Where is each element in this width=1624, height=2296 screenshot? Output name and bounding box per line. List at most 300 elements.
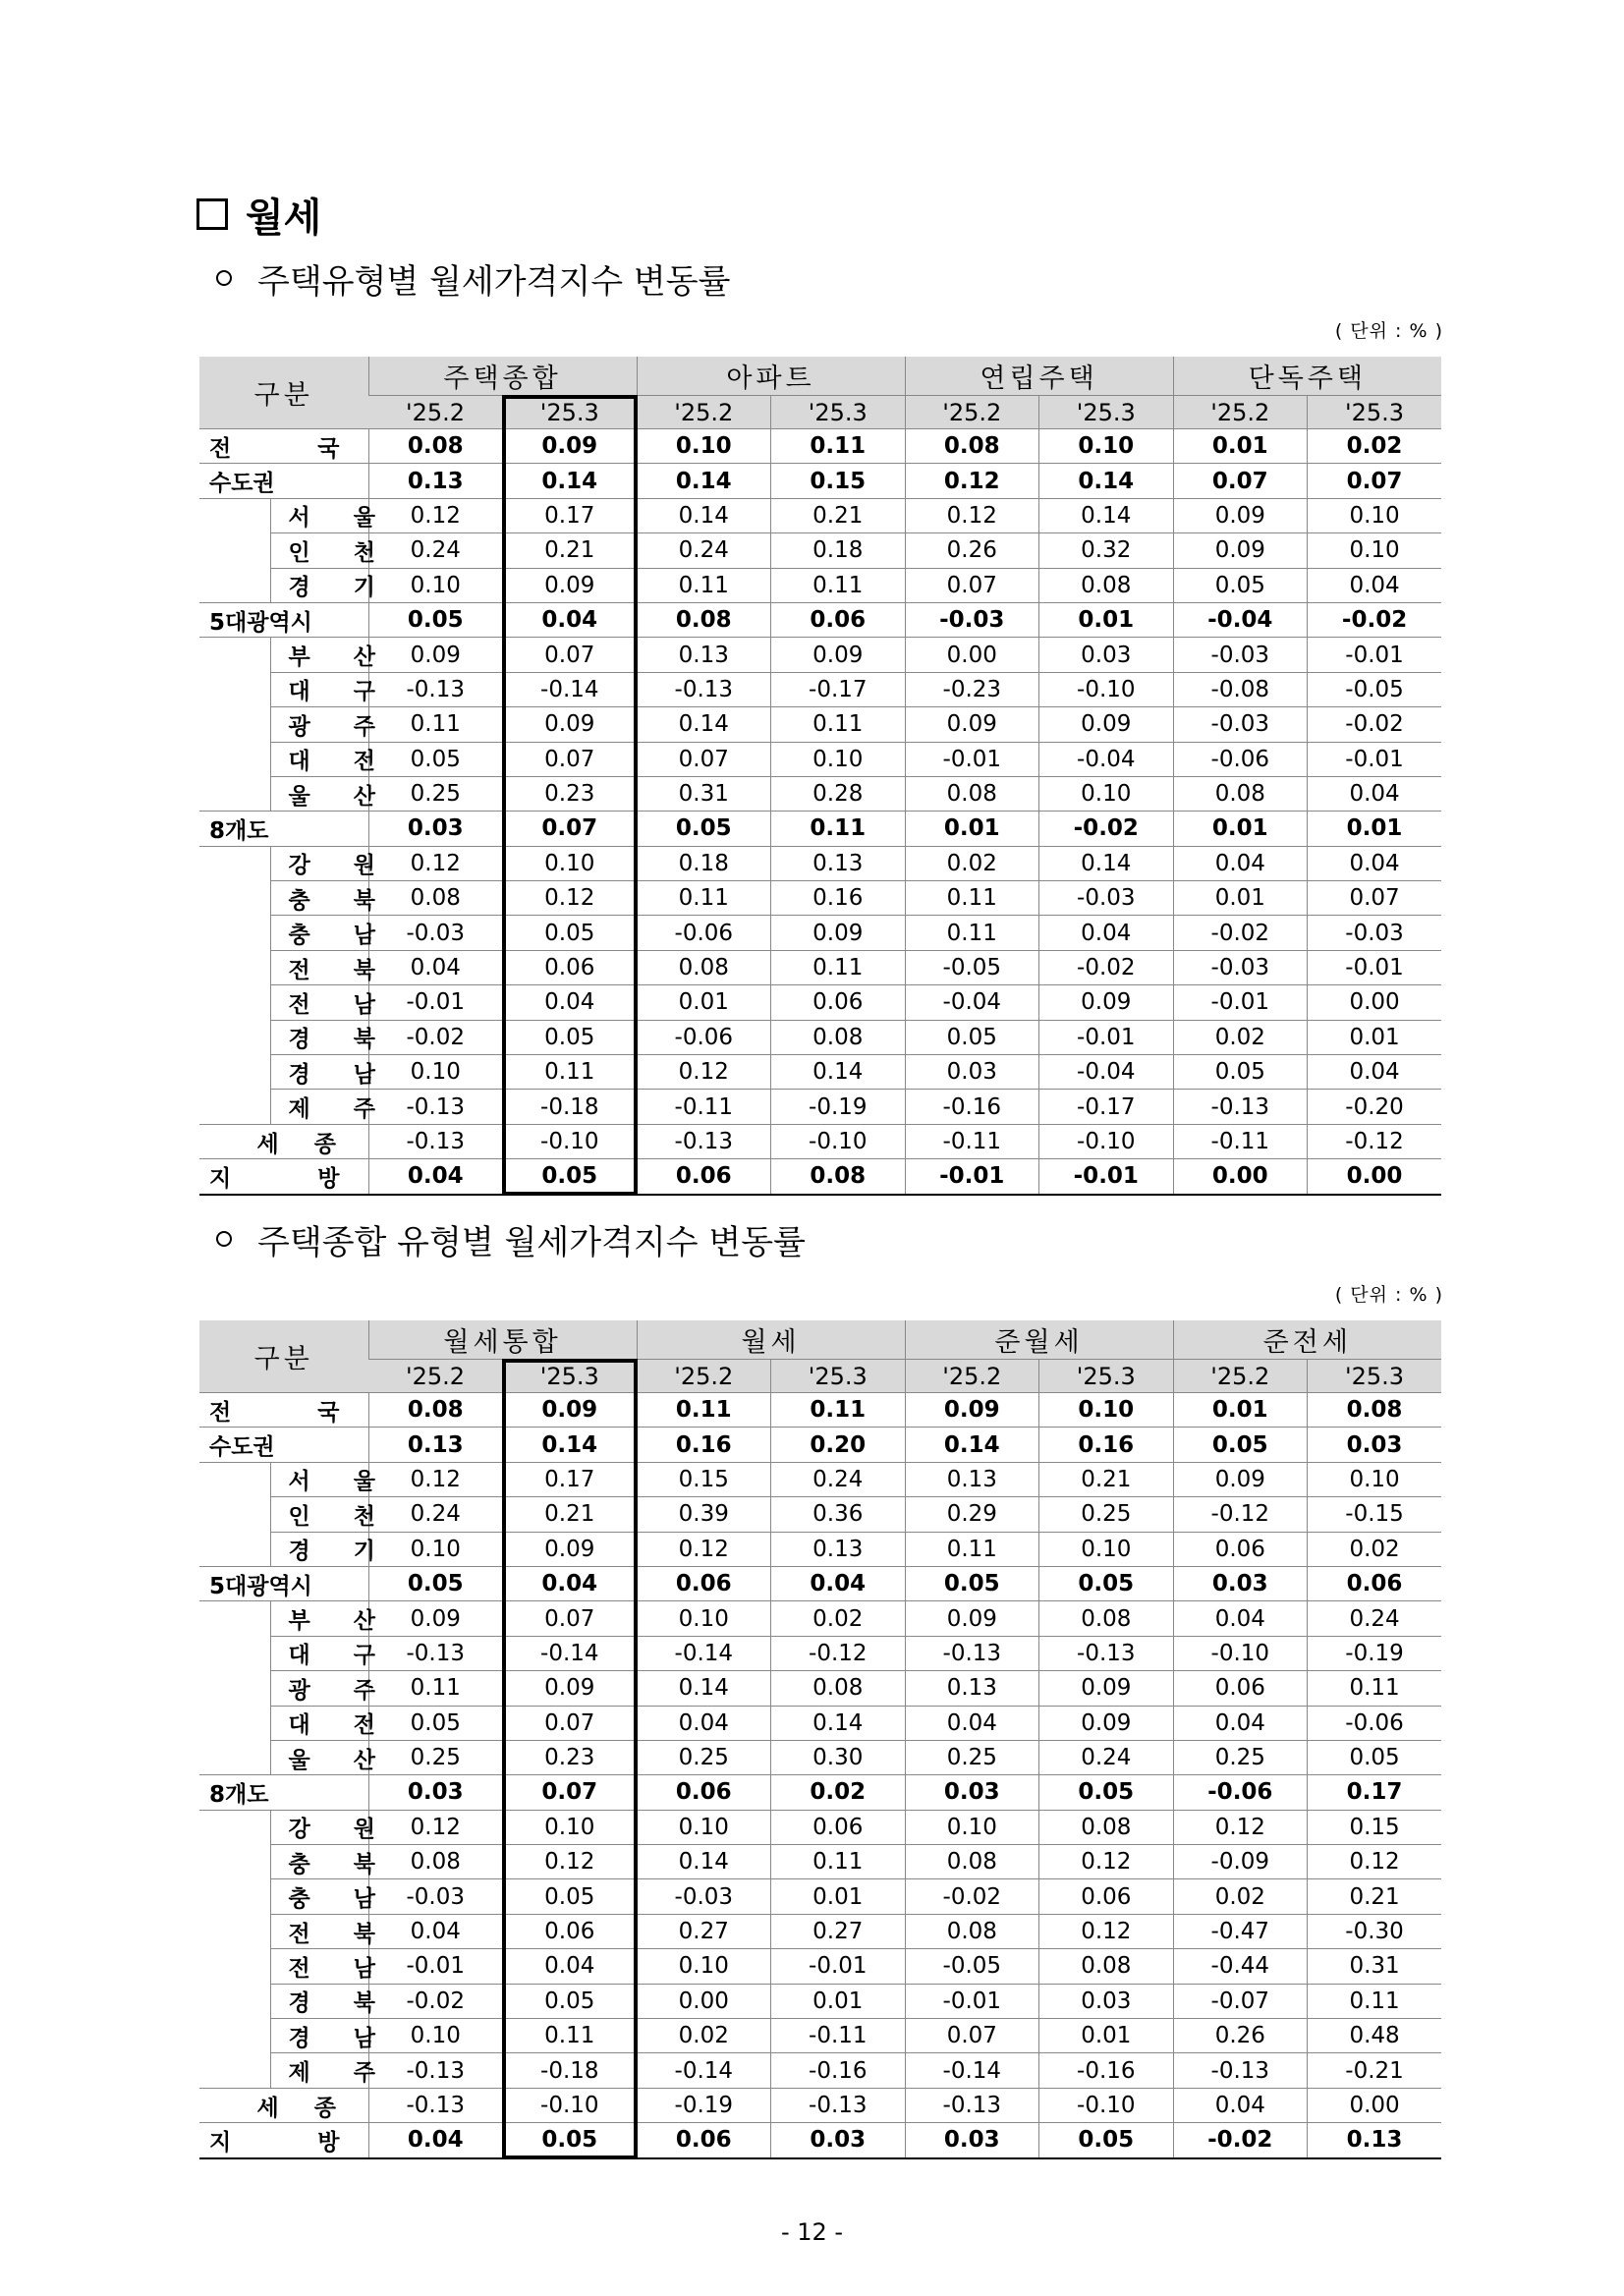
table-row [199,812,1441,846]
value-cell: 0.03 [905,1775,1039,1810]
table-row [199,1124,1441,1158]
value-cell: -0.12 [771,1636,906,1670]
value-cell: 0.04 [503,1949,638,1984]
header-group: 아파트 [637,357,905,396]
table-row [199,1393,1441,1428]
row-label: 전 남 [270,1949,368,1984]
value-cell: 0.11 [905,881,1039,916]
value-cell: -0.07 [1173,1984,1308,2018]
value-cell: -0.01 [368,985,503,1020]
table-row [199,1775,1441,1810]
value-cell: -0.11 [905,1124,1039,1158]
value-cell: 0.08 [905,776,1039,811]
header-period: '25.3 [771,1360,906,1393]
value-cell: 0.05 [1308,1740,1442,1774]
value-cell: 0.06 [771,985,906,1020]
header-period: '25.3 [771,396,906,429]
indent-cell [199,533,270,568]
value-cell: 0.07 [1308,881,1442,916]
value-cell: 0.07 [503,742,638,776]
value-cell: -0.02 [1308,707,1442,742]
value-cell: 0.01 [1173,812,1308,846]
value-cell: 0.36 [771,1497,906,1532]
header-period: '25.2 [368,396,503,429]
value-cell: 0.13 [905,1671,1039,1706]
value-cell: -0.14 [905,2053,1039,2088]
table-row [199,2019,1441,2053]
indent-cell [199,776,270,811]
row-label: 대 전 [270,742,368,776]
value-cell: 0.03 [771,2123,906,2158]
table-row [199,985,1441,1020]
value-cell: 0.03 [1039,1984,1174,2018]
value-cell: 0.12 [637,1055,771,1090]
value-cell: 0.14 [637,1845,771,1879]
value-cell: -0.01 [905,1984,1039,2018]
value-cell: 0.08 [1039,1949,1174,1984]
table2-unit: ( 단위 : % ) [1334,1284,1443,1306]
value-cell: 0.13 [1308,2123,1442,2158]
table-row [199,1810,1441,1844]
value-cell: 0.05 [1173,568,1308,602]
table-row [199,1636,1441,1670]
table1-unit: ( 단위 : % ) [1334,320,1443,342]
table2-subtitle-text: 주택종합 유형별 월세가격지수 변동률 [257,1222,806,1262]
value-cell: -0.10 [1039,1124,1174,1158]
value-cell: -0.10 [503,1124,638,1158]
value-cell: 0.25 [1173,1740,1308,1774]
value-cell: 0.05 [1173,1055,1308,1090]
table-row [199,1159,1441,1195]
value-cell: 0.05 [503,916,638,950]
table-row [199,950,1441,984]
indent-cell [199,950,270,984]
value-cell: 0.17 [1308,1775,1442,1810]
indent-cell [199,1740,270,1774]
value-cell: 0.09 [503,1532,638,1566]
value-cell: 0.21 [1308,1879,1442,1914]
row-label: 강 원 [270,846,368,880]
indent-cell [199,707,270,742]
table-row [199,1740,1441,1774]
value-cell: -0.02 [368,1984,503,2018]
value-cell: -0.02 [1173,2123,1308,2158]
value-cell: 0.23 [503,776,638,811]
value-cell: 0.03 [905,1055,1039,1090]
value-cell: 0.02 [771,1601,906,1636]
table2-subtitle [216,1214,806,1263]
value-cell: -0.19 [771,1090,906,1124]
row-label: 인 천 [270,1497,368,1532]
table-row [199,1020,1441,1054]
circle-bullet-icon [216,270,232,286]
table-row [199,846,1441,880]
value-cell: 0.10 [1039,1393,1174,1428]
value-cell: -0.14 [503,1636,638,1670]
value-cell: 0.07 [1308,464,1442,498]
header-period: '25.3 [1039,1360,1174,1393]
value-cell: 0.10 [1308,533,1442,568]
value-cell: -0.13 [368,1124,503,1158]
value-cell: 0.12 [905,498,1039,532]
value-cell: 0.07 [503,1775,638,1810]
row-label: 수도권 [199,1428,368,1462]
value-cell: 0.11 [905,1532,1039,1566]
value-cell: 0.10 [637,1949,771,1984]
value-cell: 0.26 [905,533,1039,568]
value-cell: 0.10 [368,1055,503,1090]
value-cell: -0.03 [1173,707,1308,742]
value-cell: 0.05 [503,1879,638,1914]
value-cell: -0.01 [905,1159,1039,1195]
value-cell: -0.15 [1308,1497,1442,1532]
value-cell: 0.11 [637,881,771,916]
value-cell: 0.05 [368,1706,503,1740]
value-cell: 0.12 [368,1462,503,1496]
table-row [199,1090,1441,1124]
value-cell: 0.10 [1039,1532,1174,1566]
header-group: 준전세 [1173,1320,1441,1360]
value-cell: 0.09 [905,707,1039,742]
indent-cell [199,916,270,950]
indent-cell [199,742,270,776]
value-cell: -0.02 [1039,950,1174,984]
value-cell: 0.14 [771,1055,906,1090]
value-cell: 0.07 [503,638,638,672]
value-cell: 0.09 [771,916,906,950]
row-label: 충 남 [270,1879,368,1914]
value-cell: 0.14 [771,1706,906,1740]
value-cell: 0.48 [1308,2019,1442,2053]
value-cell: 0.01 [905,812,1039,846]
indent-cell [199,2053,270,2088]
value-cell: -0.13 [905,1636,1039,1670]
value-cell: -0.13 [368,672,503,706]
table-row [199,464,1441,498]
row-label: 울 산 [270,1740,368,1774]
row-label: 광 주 [270,707,368,742]
value-cell: 0.09 [1039,1706,1174,1740]
indent-cell [199,985,270,1020]
value-cell: -0.03 [1039,881,1174,916]
indent-cell [199,1532,270,1566]
value-cell: 0.09 [503,1393,638,1428]
value-cell: -0.11 [1173,1124,1308,1158]
table-row [199,881,1441,916]
value-cell: -0.06 [637,916,771,950]
value-cell: 0.04 [905,1706,1039,1740]
value-cell: 0.11 [637,568,771,602]
value-cell: 0.24 [1039,1740,1174,1774]
value-cell: 0.05 [368,602,503,637]
table-row [199,707,1441,742]
value-cell: 0.10 [503,1810,638,1844]
value-cell: 0.08 [771,1671,906,1706]
value-cell: 0.10 [368,1532,503,1566]
value-cell: 0.09 [905,1393,1039,1428]
checkbox-square-icon [196,198,228,230]
value-cell: 0.18 [771,533,906,568]
value-cell: 0.11 [1308,1984,1442,2018]
value-cell: -0.13 [637,1124,771,1158]
indent-cell [199,881,270,916]
value-cell: 0.08 [905,429,1039,464]
row-label: 세 종 [199,2088,368,2122]
value-cell: 0.03 [368,1775,503,1810]
value-cell: 0.12 [503,881,638,916]
value-cell: 0.13 [368,1428,503,1462]
value-cell: 0.08 [905,1845,1039,1879]
value-cell: 0.04 [637,1706,771,1740]
value-cell: -0.30 [1308,1914,1442,1948]
value-cell: -0.01 [1039,1159,1174,1195]
indent-cell [199,1706,270,1740]
row-label: 지 방 [199,1159,368,1195]
table1-subtitle [216,253,730,303]
value-cell: 0.10 [1039,776,1174,811]
value-cell: 0.24 [368,1497,503,1532]
value-cell: 0.06 [1173,1671,1308,1706]
value-cell: -0.03 [368,1879,503,1914]
row-label: 충 북 [270,1845,368,1879]
value-cell: 0.14 [503,464,638,498]
value-cell: 0.12 [1039,1914,1174,1948]
value-cell: 0.10 [637,1601,771,1636]
value-cell: -0.19 [637,2088,771,2122]
value-cell: 0.00 [637,1984,771,2018]
table2 [199,1320,1441,2159]
value-cell: 0.08 [1173,776,1308,811]
value-cell: 0.23 [503,1740,638,1774]
row-label: 전 국 [199,1393,368,1428]
value-cell: 0.18 [637,846,771,880]
value-cell: 0.10 [771,742,906,776]
value-cell: 0.04 [1173,1601,1308,1636]
value-cell: -0.01 [368,1949,503,1984]
value-cell: 0.25 [1039,1497,1174,1532]
value-cell: -0.03 [905,602,1039,637]
value-cell: 0.09 [1173,498,1308,532]
value-cell: 0.11 [771,812,906,846]
table-row [199,1497,1441,1532]
value-cell: -0.06 [1173,1775,1308,1810]
value-cell: -0.16 [905,1090,1039,1124]
value-cell: 0.04 [1173,846,1308,880]
value-cell: 0.13 [637,638,771,672]
value-cell: 0.06 [503,1914,638,1948]
table-row [199,1601,1441,1636]
value-cell: -0.14 [503,672,638,706]
table-row [199,1532,1441,1566]
header-gubun: 구분 [199,357,368,429]
value-cell: 0.08 [637,602,771,637]
header-group: 주택종합 [368,357,637,396]
value-cell: 0.11 [368,1671,503,1706]
table1-subtitle-text: 주택유형별 월세가격지수 변동률 [257,261,731,302]
row-label: 대 구 [270,1636,368,1670]
value-cell: 0.04 [1308,776,1442,811]
value-cell: 0.05 [368,742,503,776]
value-cell: 0.21 [503,1497,638,1532]
value-cell: 0.05 [905,1566,1039,1600]
row-label: 경 남 [270,2019,368,2053]
value-cell: 0.06 [771,602,906,637]
value-cell: -0.12 [1308,1124,1442,1158]
value-cell: -0.01 [771,1949,906,1984]
value-cell: -0.09 [1173,1845,1308,1879]
value-cell: 0.08 [1308,1393,1442,1428]
value-cell: 0.09 [771,638,906,672]
header-period: '25.2 [637,1360,771,1393]
value-cell: 0.21 [1039,1462,1174,1496]
table-row [199,1706,1441,1740]
value-cell: 0.15 [771,464,906,498]
value-cell: -0.13 [771,2088,906,2122]
value-cell: 0.06 [771,1810,906,1844]
header-period: '25.2 [368,1360,503,1393]
value-cell: 0.28 [771,776,906,811]
indent-cell [199,498,270,532]
value-cell: 0.00 [1308,1159,1442,1195]
value-cell: 0.01 [771,1879,906,1914]
value-cell: 0.06 [503,950,638,984]
value-cell: 0.09 [503,429,638,464]
indent-cell [199,638,270,672]
value-cell: 0.05 [1173,1428,1308,1462]
value-cell: 0.01 [1173,881,1308,916]
row-label: 경 기 [270,1532,368,1566]
value-cell: 0.24 [637,533,771,568]
value-cell: -0.08 [1173,672,1308,706]
indent-cell [199,1810,270,1844]
row-label: 광 주 [270,1671,368,1706]
value-cell: -0.44 [1173,1949,1308,1984]
section-heading [196,185,321,244]
value-cell: 0.11 [368,707,503,742]
indent-cell [199,1497,270,1532]
value-cell: -0.01 [1308,950,1442,984]
value-cell: 0.21 [771,498,906,532]
value-cell: 0.10 [503,846,638,880]
value-cell: 0.12 [368,1810,503,1844]
value-cell: 0.13 [771,846,906,880]
value-cell: 0.10 [637,1810,771,1844]
value-cell: 0.08 [1039,1601,1174,1636]
value-cell: 0.09 [1039,707,1174,742]
value-cell: -0.04 [1039,742,1174,776]
value-cell: 0.09 [905,1601,1039,1636]
table-row [199,533,1441,568]
value-cell: -0.10 [771,1124,906,1158]
value-cell: 0.10 [368,2019,503,2053]
value-cell: 0.07 [503,812,638,846]
value-cell: -0.01 [1039,1020,1174,1054]
row-label: 제 주 [270,1090,368,1124]
value-cell: -0.02 [1039,812,1174,846]
value-cell: 0.04 [1308,568,1442,602]
header-group: 월세 [637,1320,905,1360]
indent-cell [199,1914,270,1948]
value-cell: 0.02 [1173,1879,1308,1914]
value-cell: 0.13 [905,1462,1039,1496]
row-label: 전 국 [199,429,368,464]
value-cell: 0.04 [1039,916,1174,950]
value-cell: 0.11 [771,707,906,742]
value-cell: 0.02 [1308,429,1442,464]
value-cell: -0.02 [368,1020,503,1054]
row-label: 8개도 [199,1775,368,1810]
value-cell: 0.14 [637,1671,771,1706]
value-cell: 0.00 [1308,2088,1442,2122]
value-cell: -0.13 [368,2088,503,2122]
value-cell: 0.02 [1173,1020,1308,1054]
value-cell: 0.06 [637,1775,771,1810]
indent-cell [199,1055,270,1090]
value-cell: -0.13 [1173,2053,1308,2088]
value-cell: 0.07 [503,1706,638,1740]
value-cell: 0.02 [637,2019,771,2053]
value-cell: 0.11 [905,916,1039,950]
value-cell: 0.31 [1308,1949,1442,1984]
value-cell: -0.01 [1173,985,1308,1020]
header-period: '25.2 [905,1360,1039,1393]
value-cell: 0.14 [637,498,771,532]
value-cell: 0.14 [503,1428,638,1462]
value-cell: -0.18 [503,1090,638,1124]
value-cell: 0.01 [1173,429,1308,464]
value-cell: 0.09 [503,1671,638,1706]
header-period: '25.3 [503,1360,638,1393]
value-cell: 0.24 [368,533,503,568]
page-number: - 12 - [780,2218,844,2246]
row-label: 전 북 [270,950,368,984]
table-row [199,1462,1441,1496]
table-row [199,429,1441,464]
table-row [199,1055,1441,1090]
value-cell: 0.06 [637,1159,771,1195]
indent-cell [199,672,270,706]
row-label: 인 천 [270,533,368,568]
value-cell: -0.11 [771,2019,906,2053]
value-cell: 0.04 [1173,1706,1308,1740]
value-cell: -0.04 [905,985,1039,1020]
value-cell: 0.14 [1039,464,1174,498]
table-row [199,2123,1441,2158]
value-cell: 0.04 [1308,846,1442,880]
header-row-periods [199,396,1441,429]
table-row [199,1914,1441,1948]
value-cell: -0.10 [1039,2088,1174,2122]
value-cell: 0.04 [503,602,638,637]
value-cell: -0.04 [1173,602,1308,637]
value-cell: -0.06 [1173,742,1308,776]
value-cell: 0.07 [905,568,1039,602]
value-cell: 0.25 [368,776,503,811]
value-cell: 0.25 [637,1740,771,1774]
value-cell: 0.10 [1039,429,1174,464]
row-label: 5대광역시 [199,1566,368,1600]
value-cell: -0.06 [1308,1706,1442,1740]
table-row [199,568,1441,602]
value-cell: -0.03 [1308,916,1442,950]
value-cell: 0.04 [368,1914,503,1948]
value-cell: 0.31 [637,776,771,811]
value-cell: 0.03 [1173,1566,1308,1600]
value-cell: 0.08 [368,1845,503,1879]
row-label: 전 남 [270,985,368,1020]
value-cell: -0.04 [1039,1055,1174,1090]
value-cell: 0.14 [637,464,771,498]
